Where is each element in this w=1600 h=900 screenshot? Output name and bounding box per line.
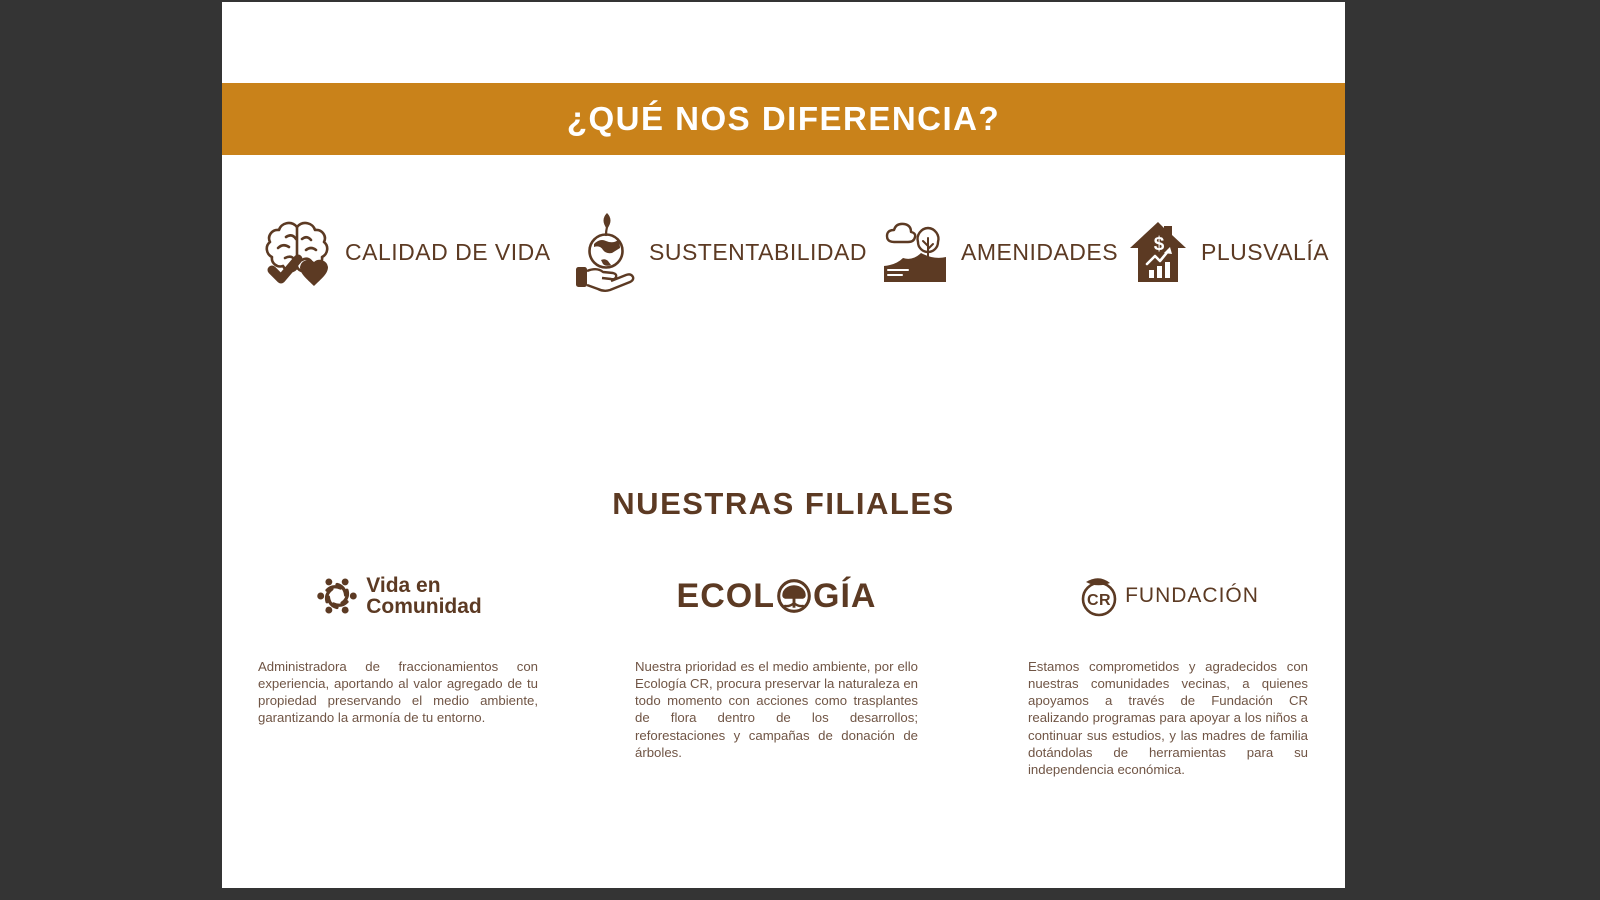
vida-en-comunidad-logo	[258, 568, 538, 624]
feature-calidad-de-vida	[262, 206, 551, 298]
svg-text:$: $	[1153, 234, 1165, 255]
hand-globe-leaf-icon	[574, 211, 636, 293]
logo-text-right: GÍA	[813, 576, 877, 615]
logo-line-2: Comunidad	[366, 595, 482, 618]
fundacion-logo	[1028, 568, 1308, 624]
logo-text-left: ECOL	[676, 576, 775, 615]
filial-description: Nuestra prioridad es el medio ambiente, por ello Ecología CR, procura preservar la naturaleza en todo momento con acciones como trasplantes de flora dentro de los desarrollos; reforestaciones y campañas de donación de árboles.	[635, 659, 918, 760]
filiales-title: NUESTRAS FILIALES	[612, 486, 955, 521]
tree-circle-icon	[775, 578, 813, 614]
feature-plusvalia	[1128, 206, 1329, 298]
logo-text: FUNDACIÓN	[1125, 584, 1259, 607]
cr-leaf-badge-icon	[1077, 573, 1121, 619]
feature-sustentabilidad	[574, 206, 867, 298]
house-value-chart-icon	[1128, 218, 1188, 286]
filial-ecologia	[635, 568, 918, 761]
filial-vida-en-comunidad	[258, 568, 538, 727]
presentation-slide	[222, 2, 1345, 888]
logo-line-1: Vida en	[366, 573, 441, 597]
park-landscape-icon	[882, 220, 948, 284]
feature-label: SUSTENTABILIDAD	[649, 238, 867, 265]
section-banner	[222, 83, 1345, 155]
feature-label: CALIDAD DE VIDA	[345, 238, 551, 265]
filial-description: Administradora de fraccionamientos con experiencia, aportando al valor agregado de tu propiedad preservando el medio ambiente, garantizando la armonía de tu entorno.	[258, 659, 538, 726]
fundacion-wordmark	[1077, 573, 1259, 619]
vida-en-comunidad-wordmark	[366, 575, 482, 618]
svg-text:CR: CR	[1087, 592, 1112, 609]
ecologia-logo	[635, 568, 918, 624]
feature-amenidades	[882, 206, 1118, 298]
brain-check-heart-icon	[262, 215, 332, 289]
feature-label: PLUSVALÍA	[1201, 238, 1330, 265]
feature-label: AMENIDADES	[961, 238, 1119, 265]
filial-fundacion-cr	[1028, 568, 1308, 778]
community-circle-icon	[314, 573, 360, 619]
ecologia-wordmark	[677, 577, 877, 616]
banner-title: ¿QUÉ NOS DIFERENCIA?	[566, 100, 1001, 137]
filial-description: Estamos comprometidos y agradecidos con nuestras comunidades vecinas, a quienes apoyamos a través de Fundación CR realizando programas para apoyar a los niños a continuar sus estudios, y las madres de familia dotándolas de herramientas para su independencia económica.	[1028, 659, 1308, 777]
